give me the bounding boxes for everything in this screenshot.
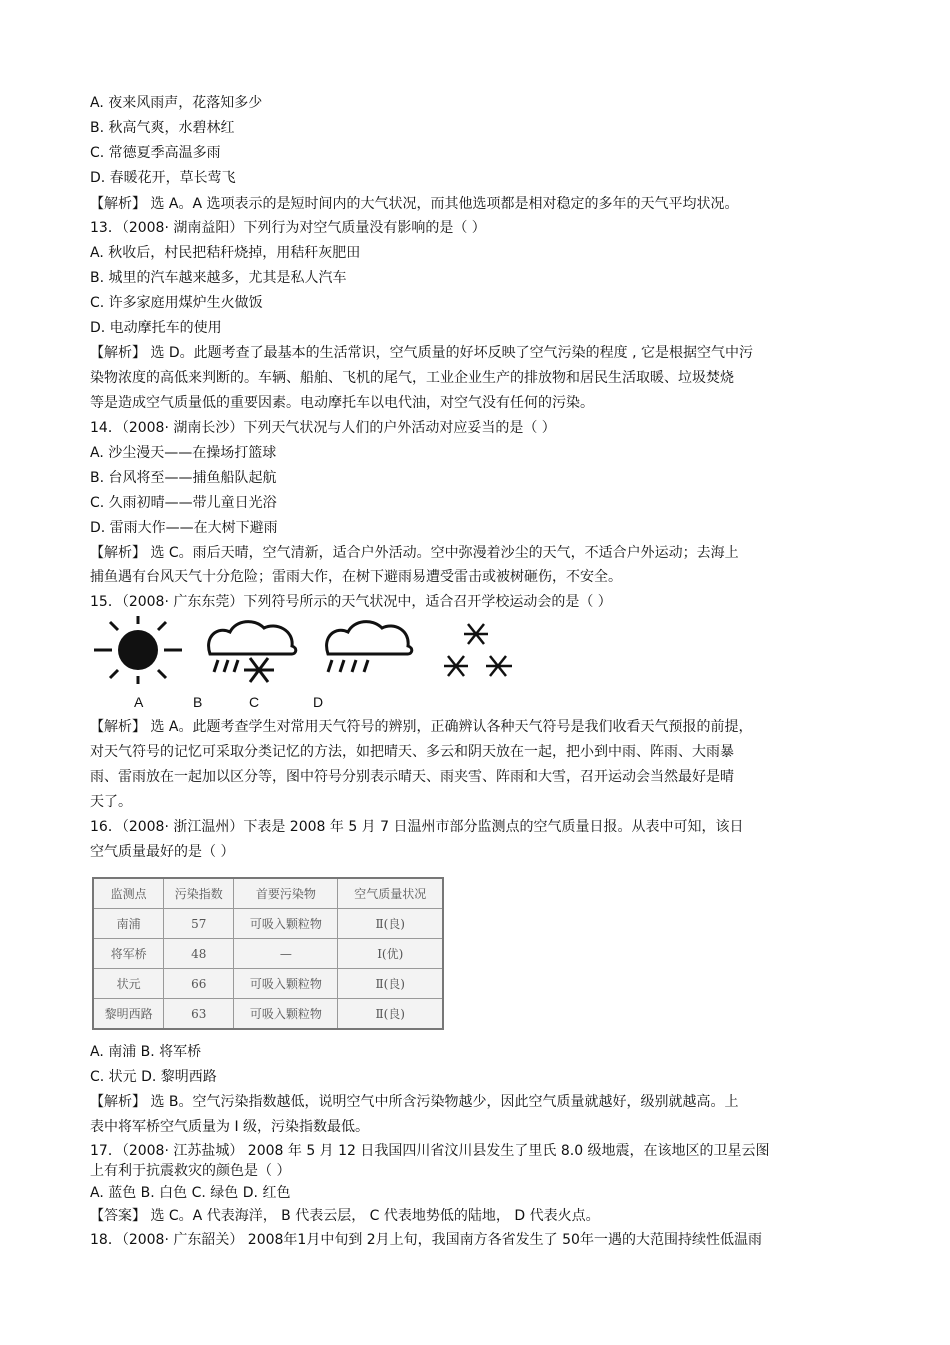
q16-question-2: 空气质量最好的是（ ） (90, 844, 235, 860)
table-row (93, 909, 443, 939)
q16-options-cd: C. 状元 D. 黎明西路 (90, 1069, 217, 1085)
table-cell: 66 (164, 969, 234, 999)
q15-question: 15．（2008· 广东东莞）下列符号所示的天气状况中，适合召开学校运动会的是（ ） (90, 594, 612, 610)
q17-answer: 【答案】 选 C。A 代表海洋， B 代表云层， C 代表地势低的陆地， D 代表火点。 (90, 1208, 600, 1224)
table-header: 空气质量状况 (338, 878, 443, 909)
table-header: 首要污染物 (234, 878, 338, 909)
q16-analysis-1: 【解析】 选 B。空气污染指数越低，说明空气中所含污染物越少，因此空气质量就越好，级别就越高。上 (90, 1094, 739, 1110)
q13-option-a: A. 秋收后，村民把秸秆烧掉，用秸秆灰肥田 (90, 245, 361, 261)
symbol-label-c: C (249, 694, 260, 710)
q13-option-b: B. 城里的汽车越来越多，尤其是私人汽车 (90, 270, 347, 286)
q18-question: 18．（2008· 广东韶关） 2008年1月中旬到 2月上旬，我国南方各省发生了 50年一遇的大范围持续性低温雨 (90, 1232, 762, 1248)
table-cell: Ⅰ(优) (338, 939, 443, 969)
table-header: 污染指数 (164, 878, 234, 909)
heavy-snow-icon (444, 624, 512, 676)
q12-option-b: B. 秋高气爽，水碧林红 (90, 120, 235, 136)
table-cell: 48 (164, 939, 234, 969)
q13-analysis-3: 等是造成空气质量低的重要因素。电动摩托车以电代油，对空气没有任何的污染。 (90, 395, 594, 411)
symbol-label-d: D (313, 694, 324, 710)
table-cell: Ⅱ(良) (338, 969, 443, 999)
q12-option-d: D. 春暖花开，草长莺飞 (90, 170, 236, 186)
q16-question-1: 16．（2008· 浙江温州）下表是 2008 年 5 月 7 日温州市部分监测点的空气质量日报。从表中可知，该日 (90, 819, 744, 835)
q13-question: 13．（2008· 湖南益阳）下列行为对空气质量没有影响的是（ ） (90, 220, 486, 236)
q17-options: A. 蓝色 B. 白色 C. 绿色 D. 红色 (90, 1185, 291, 1201)
q14-option-a: A. 沙尘漫天——在操场打篮球 (90, 445, 277, 461)
table-cell: 63 (164, 999, 234, 1030)
table-cell: 状元 (93, 969, 164, 999)
table-cell: 57 (164, 909, 234, 939)
q15-analysis-2: 对天气符号的记忆可采取分类记忆的方法，如把晴天、多云和阴天放在一起，把小到中雨、阵雨、大雨暴 (90, 744, 734, 760)
symbol-label-a: A (134, 694, 144, 710)
weather-symbols (88, 614, 528, 694)
q13-analysis-2: 染物浓度的高低来判断的。车辆、船舶、飞机的尾气，工业企业生产的排放物和居民生活取暖、垃圾焚烧 (90, 370, 734, 386)
symbol-label-b: B (193, 694, 203, 710)
q14-option-c: C. 久雨初晴——带儿童日光浴 (90, 495, 277, 511)
table-cell: 南浦 (93, 909, 164, 939)
sunny-icon (94, 616, 182, 684)
q17-question-1: 17．（2008· 江苏盐城） 2008 年 5 月 12 日我国四川省汶川县发生了里氏 8.0 级地震，在该地区的卫星云图 (90, 1143, 770, 1159)
q14-option-b: B. 台风将至——捕鱼船队起航 (90, 470, 277, 486)
air-quality-table (92, 877, 444, 1030)
q15-analysis-4: 天了。 (90, 794, 132, 810)
q16-options-ab: A. 南浦 B. 将军桥 (90, 1044, 202, 1060)
table-cell: 可吸入颗粒物 (234, 909, 338, 939)
q14-analysis-1: 【解析】 选 C。雨后天晴，空气清新，适合户外活动。空中弥漫着沙尘的天气，不适合户外运动；去海上 (90, 545, 739, 561)
showers-icon (327, 622, 412, 672)
q13-option-c: C. 许多家庭用煤炉生火做饭 (90, 295, 263, 311)
q12-analysis: 【解析】 选 A。A 选项表示的是短时间内的大气状况，而其他选项都是相对稳定的多年的天气平均状况。 (90, 196, 739, 212)
table-cell: Ⅱ(良) (338, 999, 443, 1030)
q14-question: 14．（2008· 湖南长沙）下列天气状况与人们的户外活动对应妥当的是（ ） (90, 420, 556, 436)
table-row (93, 999, 443, 1030)
q15-analysis-1: 【解析】 选 A。此题考查学生对常用天气符号的辨别，正确辨认各种天气符号是我们收看天气预报的前提， (90, 719, 753, 735)
table-cell: 黎明西路 (93, 999, 164, 1030)
q13-option-d: D. 电动摩托车的使用 (90, 320, 222, 336)
table-header-row (93, 878, 443, 909)
q14-analysis-2: 捕鱼遇有台风天气十分危险；雷雨大作，在树下避雨易遭受雷击或被树砸伤，不安全。 (90, 569, 622, 585)
q16-analysis-2: 表中将军桥空气质量为 I 级，污染指数最低。 (90, 1119, 370, 1135)
table-row (93, 969, 443, 999)
sleet-icon (209, 622, 296, 682)
table-cell: 可吸入颗粒物 (234, 969, 338, 999)
q17-question-2: 上有利于抗震救灾的颜色是（ ） (90, 1163, 291, 1179)
table-cell: — (234, 939, 338, 969)
table-cell: 可吸入颗粒物 (234, 999, 338, 1030)
q12-option-a: A. 夜来风雨声，花落知多少 (90, 95, 263, 111)
q13-analysis-1: 【解析】 选 D。此题考查了最基本的生活常识，空气质量的好坏反映了空气污染的程度 , 它是根据空气中污 (90, 345, 754, 361)
q14-option-d: D. 雷雨大作——在大树下避雨 (90, 520, 278, 536)
table-cell: Ⅱ(良) (338, 909, 443, 939)
table-cell: 将军桥 (93, 939, 164, 969)
table-row (93, 939, 443, 969)
q15-analysis-3: 雨、雷雨放在一起加以区分等，图中符号分别表示晴天、雨夹雪、阵雨和大雪，召开运动会当然最好是晴 (90, 769, 734, 785)
table-header: 监测点 (93, 878, 164, 909)
q12-option-c: C. 常德夏季高温多雨 (90, 145, 221, 161)
